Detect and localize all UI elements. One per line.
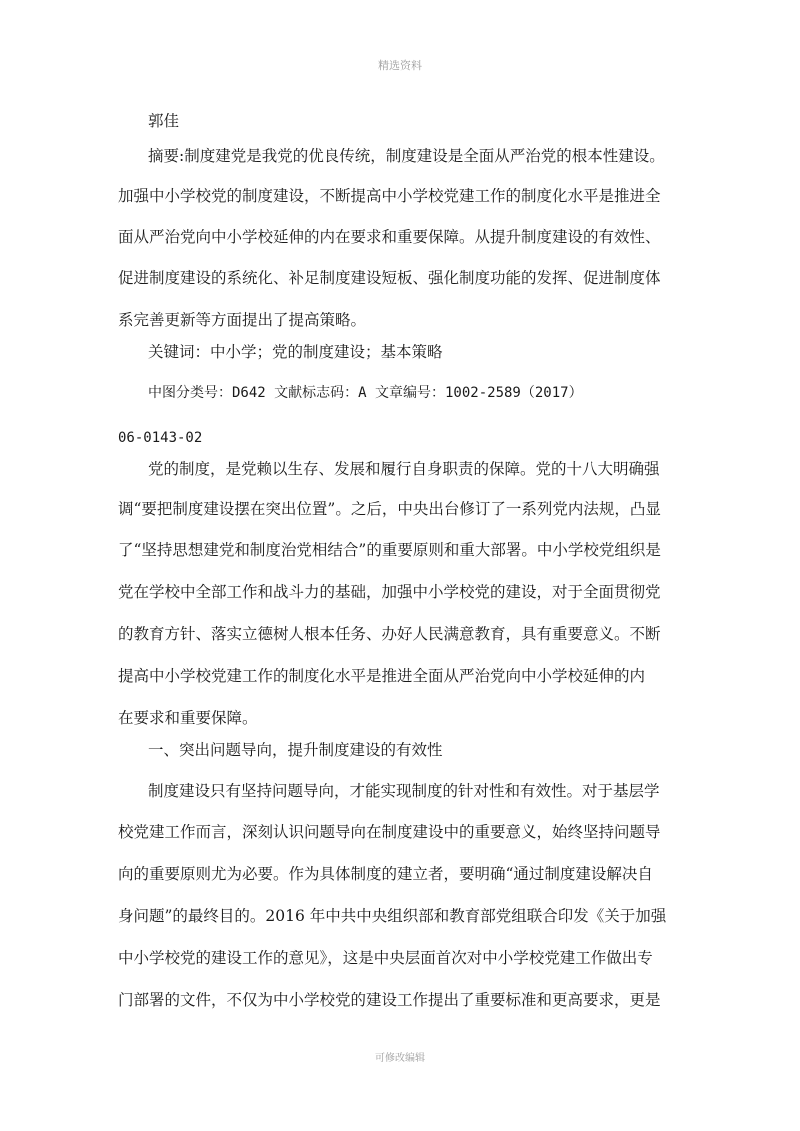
section-1-line-2: 校党建工作而言，深刻认识问题导向在制度建设中的重要意义，始终坚持问题导 bbox=[118, 823, 661, 841]
section-1-line-4: 身问题”的最终目的。2016 年中共中央组织部和教育部党组联合印发《关于加强 bbox=[118, 907, 667, 925]
classification-continued: 06-0143-02 bbox=[118, 430, 203, 446]
section-1-line-3: 向的重要原则尤为必要。作为具体制度的建立者，要明确“通过制度建设解决自 bbox=[118, 865, 653, 883]
keywords-line: 关键词：中小学；党的制度建设；基本策略 bbox=[148, 343, 443, 361]
abstract-line-2: 加强中小学校党的制度建设，不断提高中小学校党建工作的制度化水平是推进全 bbox=[118, 187, 661, 205]
author-name: 郭佳 bbox=[148, 112, 180, 130]
abstract-line-4: 促进制度建设的系统化、补足制度建设短板、强化制度功能的发挥、促进制度体 bbox=[118, 269, 661, 287]
intro-line-5: 的教育方针、落实立德树人根本任务、办好人民满意教育，具有重要意义。不断 bbox=[118, 625, 661, 643]
abstract-line-1: 摘要:制度建党是我党的优良传统，制度建设是全面从严治党的根本性建设。 bbox=[148, 147, 665, 165]
section-1-line-5: 中小学校党的建设工作的意见》，这是中央层面首次对中小学校党建工作做出专 bbox=[118, 949, 653, 967]
page-footer-watermark: 可修改编辑 bbox=[375, 1053, 425, 1064]
section-1-line-6: 门部署的文件，不仅为中小学校党的建设工作提出了重要标准和更高要求，更是 bbox=[118, 991, 661, 1009]
intro-line-7: 在要求和重要保障。 bbox=[118, 709, 258, 727]
section-1-heading: 一、突出问题导向，提升制度建设的有效性 bbox=[148, 741, 443, 759]
classification-line: 中图分类号：D642 文献标志码：A 文章编号：1002-2589（2017） bbox=[148, 385, 583, 401]
section-1-line-1: 制度建设只有坚持问题导向，才能实现制度的针对性和有效性。对于基层学 bbox=[148, 782, 660, 800]
intro-line-6: 提高中小学校党建工作的制度化水平是推进全面从严治党向中小学校延伸的内 bbox=[118, 667, 646, 685]
intro-line-4: 党在学校中全部工作和战斗力的基础，加强中小学校党的建设，对于全面贯彻党 bbox=[118, 583, 661, 601]
intro-line-2: 调“要把制度建设摆在突出位置”。之后，中央出台修订了一系列党内法规，凸显 bbox=[118, 500, 661, 518]
abstract-line-3: 面从严治党向中小学校延伸的内在要求和重要保障。从提升制度建设的有效性、 bbox=[118, 228, 661, 246]
page-header-watermark: 精选资料 bbox=[378, 59, 422, 72]
intro-line-3: 了“坚持思想建党和制度治党相结合”的重要原则和重大部署。中小学校党组织是 bbox=[118, 541, 661, 559]
intro-line-1: 党的制度，是党赖以生存、发展和履行自身职责的保障。党的十八大明确强 bbox=[148, 460, 660, 478]
abstract-line-5: 系完善更新等方面提出了提高策略。 bbox=[118, 311, 367, 329]
